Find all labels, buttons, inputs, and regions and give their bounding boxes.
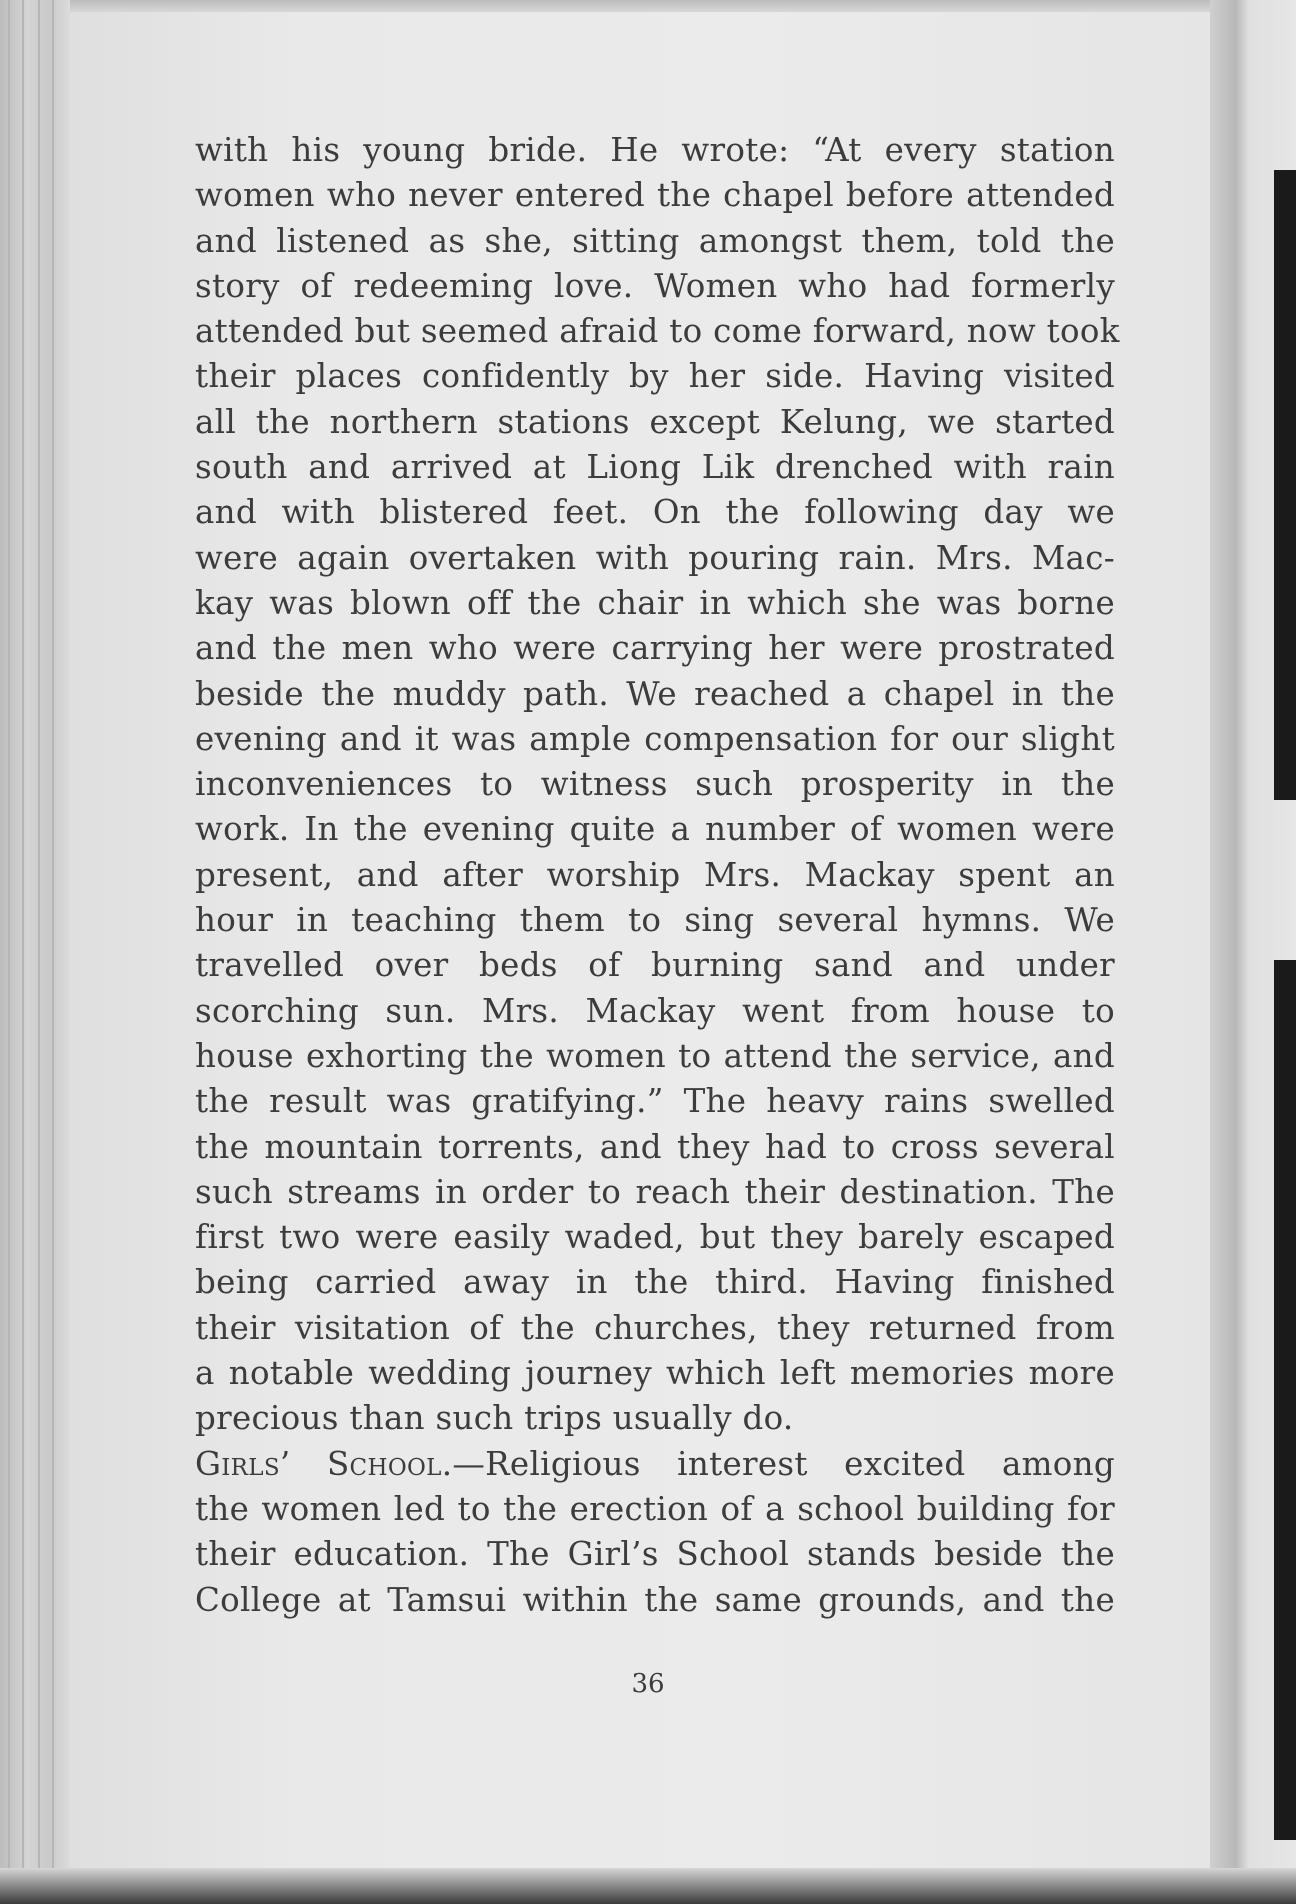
text-line: a notable wedding journey which left memories more [195, 1354, 1115, 1393]
text-line: beside the muddy path. We reached a chapel in the [195, 674, 1115, 713]
left-gutter [0, 0, 70, 1904]
gutter-line [22, 0, 24, 1904]
text-line: College at Tamsui within the same grounds, and the [195, 1580, 1115, 1619]
text-line: their visitation of the churches, they returned from [195, 1308, 1115, 1347]
text-line: the result was gratifying.” The heavy rains swelled [195, 1082, 1115, 1121]
text-line: inconveniences to witness such prosperity in the [195, 765, 1115, 804]
text-line: hour in teaching them to sing several hymns. We [195, 901, 1115, 940]
text-line: precious than such trips usually do. [195, 1399, 794, 1438]
text-line: being carried away in the third. Having finished [195, 1263, 1115, 1302]
body-text [195, 128, 1120, 1623]
text-line: work. In the evening quite a number of women were [195, 810, 1115, 849]
text-line: all the northern stations except Kelung, we started [195, 402, 1115, 441]
gutter-line [8, 0, 10, 1904]
gutter-line [52, 0, 54, 1904]
gutter-line [38, 0, 40, 1904]
text-line: such streams in order to reach their destination. The [195, 1172, 1115, 1211]
text-line: the mountain torrents, and they had to cross several [195, 1127, 1115, 1166]
adjacent-page-edge [1210, 0, 1296, 1904]
text-line: story of redeeming love. Women who had formerly [195, 266, 1115, 305]
text-line: were again overtaken with pouring rain. Mrs. Mac- [195, 538, 1115, 577]
section-first-line-text: —Religious interest excited among [452, 1444, 1116, 1483]
bottom-edge-shadow [0, 1868, 1296, 1904]
text-line: and with blistered feet. On the following day we [195, 493, 1115, 532]
text-line: the women led to the erection of a school building for [195, 1489, 1115, 1528]
text-line: and listened as she, sitting amongst them, told the [195, 221, 1115, 260]
text-line: their places confidently by her side. Having visited [195, 357, 1115, 396]
text-line: kay was blown off the chair in which she was borne [195, 583, 1115, 622]
text-line: first two were easily waded, but they barely escaped [195, 1218, 1115, 1257]
section-first-line [195, 1442, 1115, 1487]
text-line: with his young bride. He wrote: “At every station [195, 131, 1115, 169]
text-line: their education. The Girl’s School stands beside the [195, 1535, 1115, 1574]
text-line: and the men who were carrying her were prostrated [195, 629, 1115, 668]
section-heading: Girls’ School. [195, 1444, 453, 1483]
text-line: house exhorting the women to attend the service, and [195, 1036, 1115, 1075]
text-line: present, and after worship Mrs. Mackay spent an [195, 855, 1115, 894]
text-line: south and arrived at Liong Lik drenched with rain [195, 448, 1115, 487]
page-number: 36 [631, 1669, 665, 1699]
adjacent-photo-fragment [1274, 170, 1296, 800]
text-line: travelled over beds of burning sand and under [195, 946, 1115, 985]
adjacent-photo-fragment [1274, 960, 1296, 1840]
text-line: scorching sun. Mrs. Mackay went from house to [195, 991, 1115, 1030]
text-line: women who never entered the chapel before attended [195, 176, 1115, 215]
text-line: attended but seemed afraid to come forward, now took [195, 312, 1120, 351]
text-line: evening and it was ample compensation for our slight [195, 719, 1115, 758]
